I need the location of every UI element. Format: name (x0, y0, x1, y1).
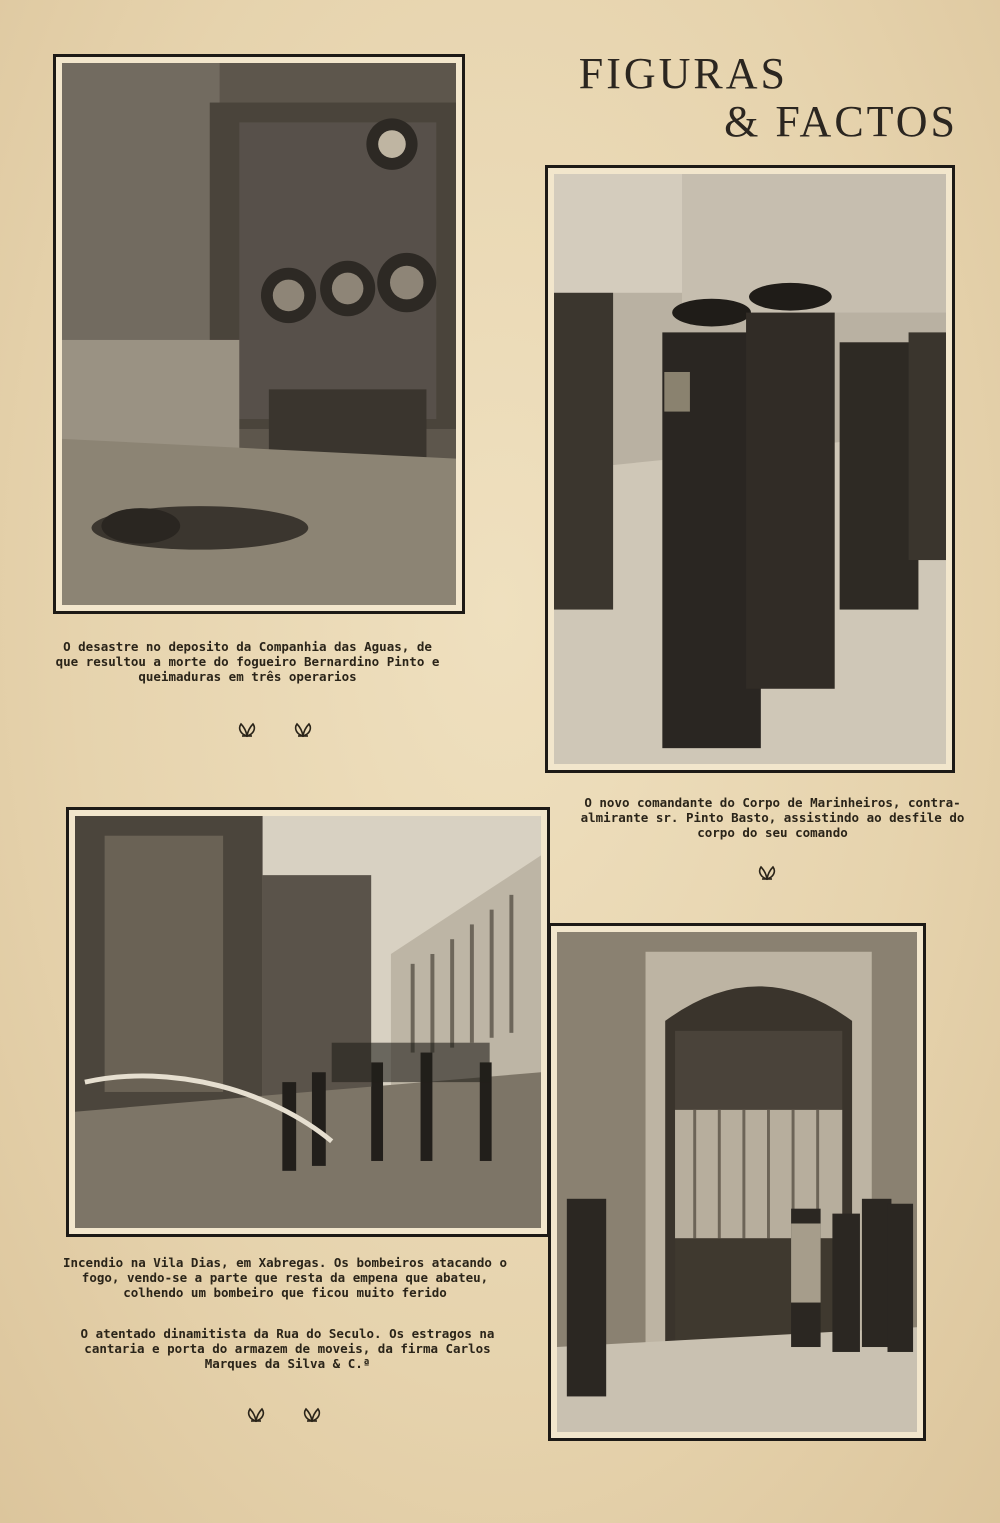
ornament-pair-1 (236, 722, 314, 738)
photo-incendio-vila-dias (66, 807, 550, 1237)
leaf-ornament-icon (236, 722, 258, 738)
leaf-ornament-icon (756, 865, 778, 881)
photo-companhia-aguas (53, 54, 465, 614)
photo-atentado-rua-seculo (548, 923, 926, 1441)
caption-corpo-marinheiros: O novo comandante do Corpo de Marinheiros, contra-almirante sr. Pinto Basto, assistindo ao desfile do corpo do seu comando (580, 795, 965, 840)
photo-corpo-marinheiros (545, 165, 955, 773)
leaf-ornament-icon (245, 1407, 267, 1423)
ornament-pair-4 (245, 1407, 323, 1423)
heading-line-1: FIGURAS (578, 49, 788, 98)
leaf-ornament-icon (292, 722, 314, 738)
caption-atentado-rua-seculo: O atentado dinamitista da Rua do Seculo. Os estragos na cantaria e porta do armazem de moveis, da firma Carlos Marques da Silva & C.ª (80, 1326, 495, 1371)
page-heading (578, 49, 958, 146)
ornament-single-2 (756, 865, 778, 881)
heading-line-2: & FACTOS (724, 97, 958, 146)
caption-incendio-vila-dias: Incendio na Vila Dias, em Xabregas. Os bombeiros atacando o fogo, vendo-se a parte que resta da empena que abateu, colhendo um bombeiro que ficou muito ferido (62, 1255, 507, 1300)
leaf-ornament-icon (301, 1407, 323, 1423)
caption-companhia-aguas: O desastre no deposito da Companhia das Aguas, de que resultou a morte do fogueiro Bernardino Pinto e queimaduras em três operarios (55, 639, 440, 684)
